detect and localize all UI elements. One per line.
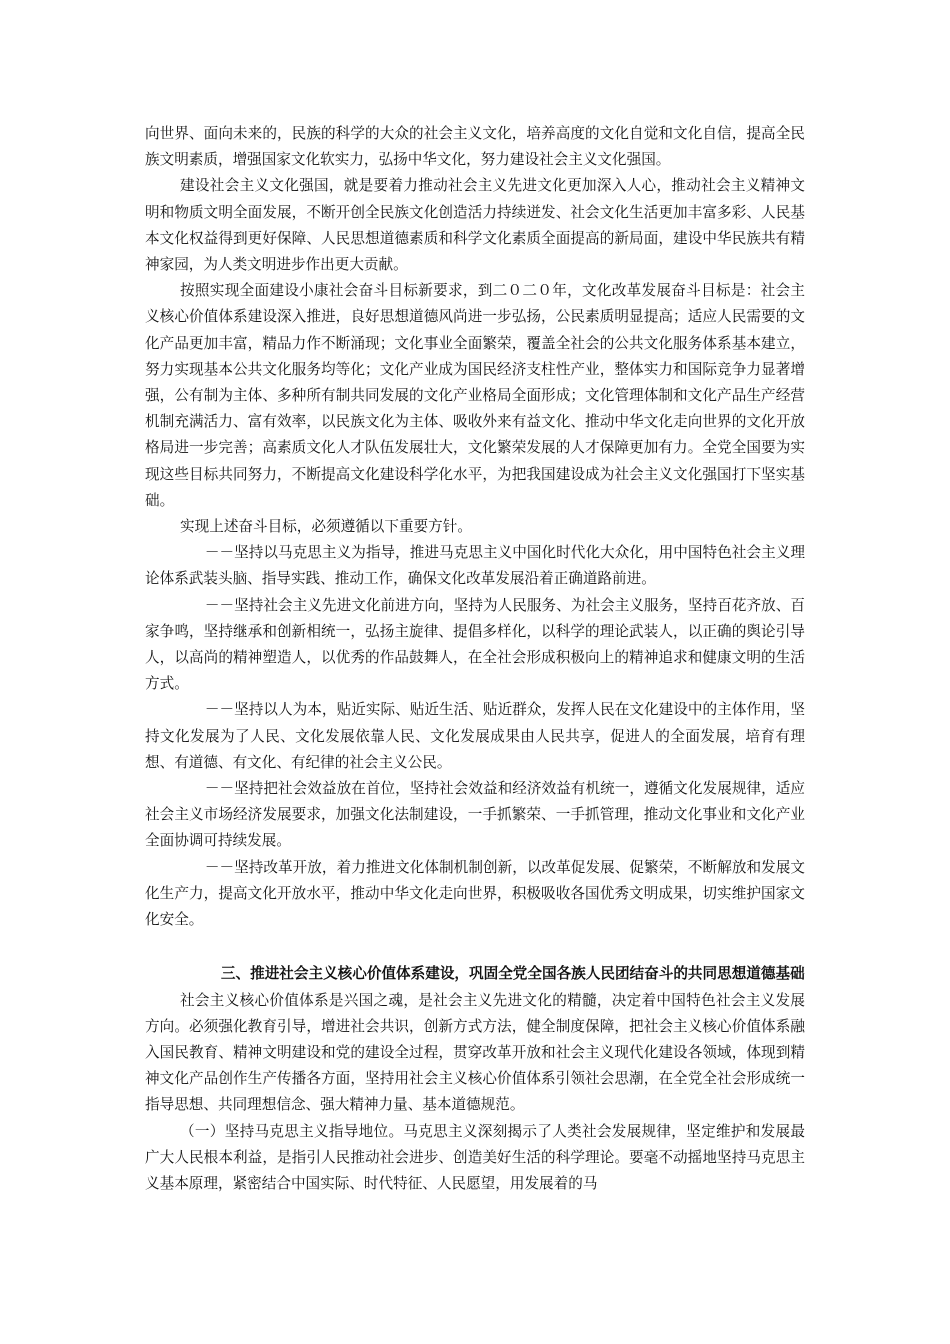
paragraph-core-values: 社会主义核心价值体系是兴国之魂，是社会主义先进文化的精髓，决定着中国特色社会主义发展方向。必须强化教育引导，增进社会共识，创新方式方法，健全制度保障，把社会主义核心价值体系融入国民教育、精神文明建设和党的建设全过程，贯穿改革开放和社会主义现代化建设各领域，体现到精神文化产品创作生产传播各方面，坚持用社会主义核心价值体系引领社会思潮，在全党全社会形成统一指导思想、共同理想信念、强大精神力量、基本道德规范。 bbox=[145, 991, 805, 1114]
section-heading: 三、推进社会主义核心价值体系建设，巩固全党全国各族人民团结奋斗的共同思想道德基础 bbox=[220, 965, 805, 983]
paragraph-cultural-power-definition: 建设社会主义文化强国，就是要着力推动社会主义先进文化更加深入人心，推动社会主义精神文明和物质文明全面发展，不断开创全民族文化创造活力持续迸发、社会文化生活更加丰富多彩、人民基本文化权益得到更好保障、人民思想道德素质和科学文化素质全面提高的新局面，建设中华民族共有精神家园，为人类文明进步作出更大贡献。 bbox=[145, 177, 805, 274]
principle-item-reform-opening: －－坚持改革开放，着力推进文化体制机制创新，以改革促发展、促繁荣，不断解放和发展文化生产力，提高文化开放水平，推动中华文化走向世界，积极吸收各国优秀文明成果，切实维护国家文化安全。 bbox=[145, 858, 805, 929]
principle-item-advanced-culture: －－坚持社会主义先进文化前进方向，坚持为人民服务、为社会主义服务，坚持百花齐放、百家争鸣，坚持继承和创新相统一，弘扬主旋律、提倡多样化，以科学的理论武装人，以正确的舆论引导人，以高尚的精神塑造人，以优秀的作品鼓舞人，在全社会形成积极向上的精神追求和健康文明的生活方式。 bbox=[145, 596, 805, 693]
principle-item-social-benefit: －－坚持把社会效益放在首位，坚持社会效益和经济效益有机统一，遵循文化发展规律，适应社会主义市场经济发展要求，加强文化法制建设，一手抓繁荣、一手抓管理，推动文化事业和文化产业全面协调可持续发展。 bbox=[145, 780, 805, 850]
principle-item-people-oriented: －－坚持以人为本，贴近实际、贴近生活、贴近群众，发挥人民在文化建设中的主体作用，坚持文化发展为了人民、文化发展依靠人民、文化发展成果由人民共享，促进人的全面发展，培育有理想、有道德、有文化、有纪律的社会主义公民。 bbox=[145, 701, 805, 771]
paragraph-continuation: 向世界、面向未来的，民族的科学的大众的社会主义文化，培养高度的文化自觉和文化自信，提高全民族文明素质，增强国家文化软实力，弘扬中华文化，努力建设社会主义文化强国。 bbox=[145, 125, 805, 169]
principle-item-marxism: －－坚持以马克思主义为指导，推进马克思主义中国化时代化大众化，用中国特色社会主义理论体系武装头脑、指导实践、推动工作，确保文化改革发展沿着正确道路前进。 bbox=[145, 544, 805, 588]
document-page bbox=[145, 121, 805, 1197]
paragraph-principles-intro: 实现上述奋斗目标，必须遵循以下重要方针。 bbox=[180, 518, 472, 536]
paragraph-2020-goals: 按照实现全面建设小康社会奋斗目标新要求，到二０二０年，文化改革发展奋斗目标是：社会主义核心价值体系建设深入推进，良好思想道德风尚进一步弘扬，公民素质明显提高；适应人民需要的文化产品更加丰富，精品力作不断涌现；文化事业全面繁荣，覆盖全社会的公共文化服务体系基本建立，努力实现基本公共文化服务均等化；文化产业成为国民经济支柱性产业，整体实力和国际竞争力显著增强，公有制为主体、多种所有制共同发展的文化产业格局全面形成；文化管理体制和文化产品生产经营机制充满活力、富有效率，以民族文化为主体、吸收外来有益文化、推动中华文化走向世界的文化开放格局进一步完善；高素质文化人才队伍发展壮大，文化繁荣发展的人才保障更加有力。全党全国要为实现这些目标共同努力，不断提高文化建设科学化水平，为把我国建设成为社会主义文化强国打下坚实基础。 bbox=[145, 282, 805, 509]
paragraph-marxism-guidance: （一）坚持马克思主义指导地位。马克思主义深刻揭示了人类社会发展规律，坚定维护和发展最广大人民根本利益，是指引人民推动社会进步、创造美好生活的科学理论。要毫不动摇地坚持马克思主义基本原理，紧密结合中国实际、时代特征、人民愿望，用发展着的马 bbox=[145, 1122, 805, 1192]
